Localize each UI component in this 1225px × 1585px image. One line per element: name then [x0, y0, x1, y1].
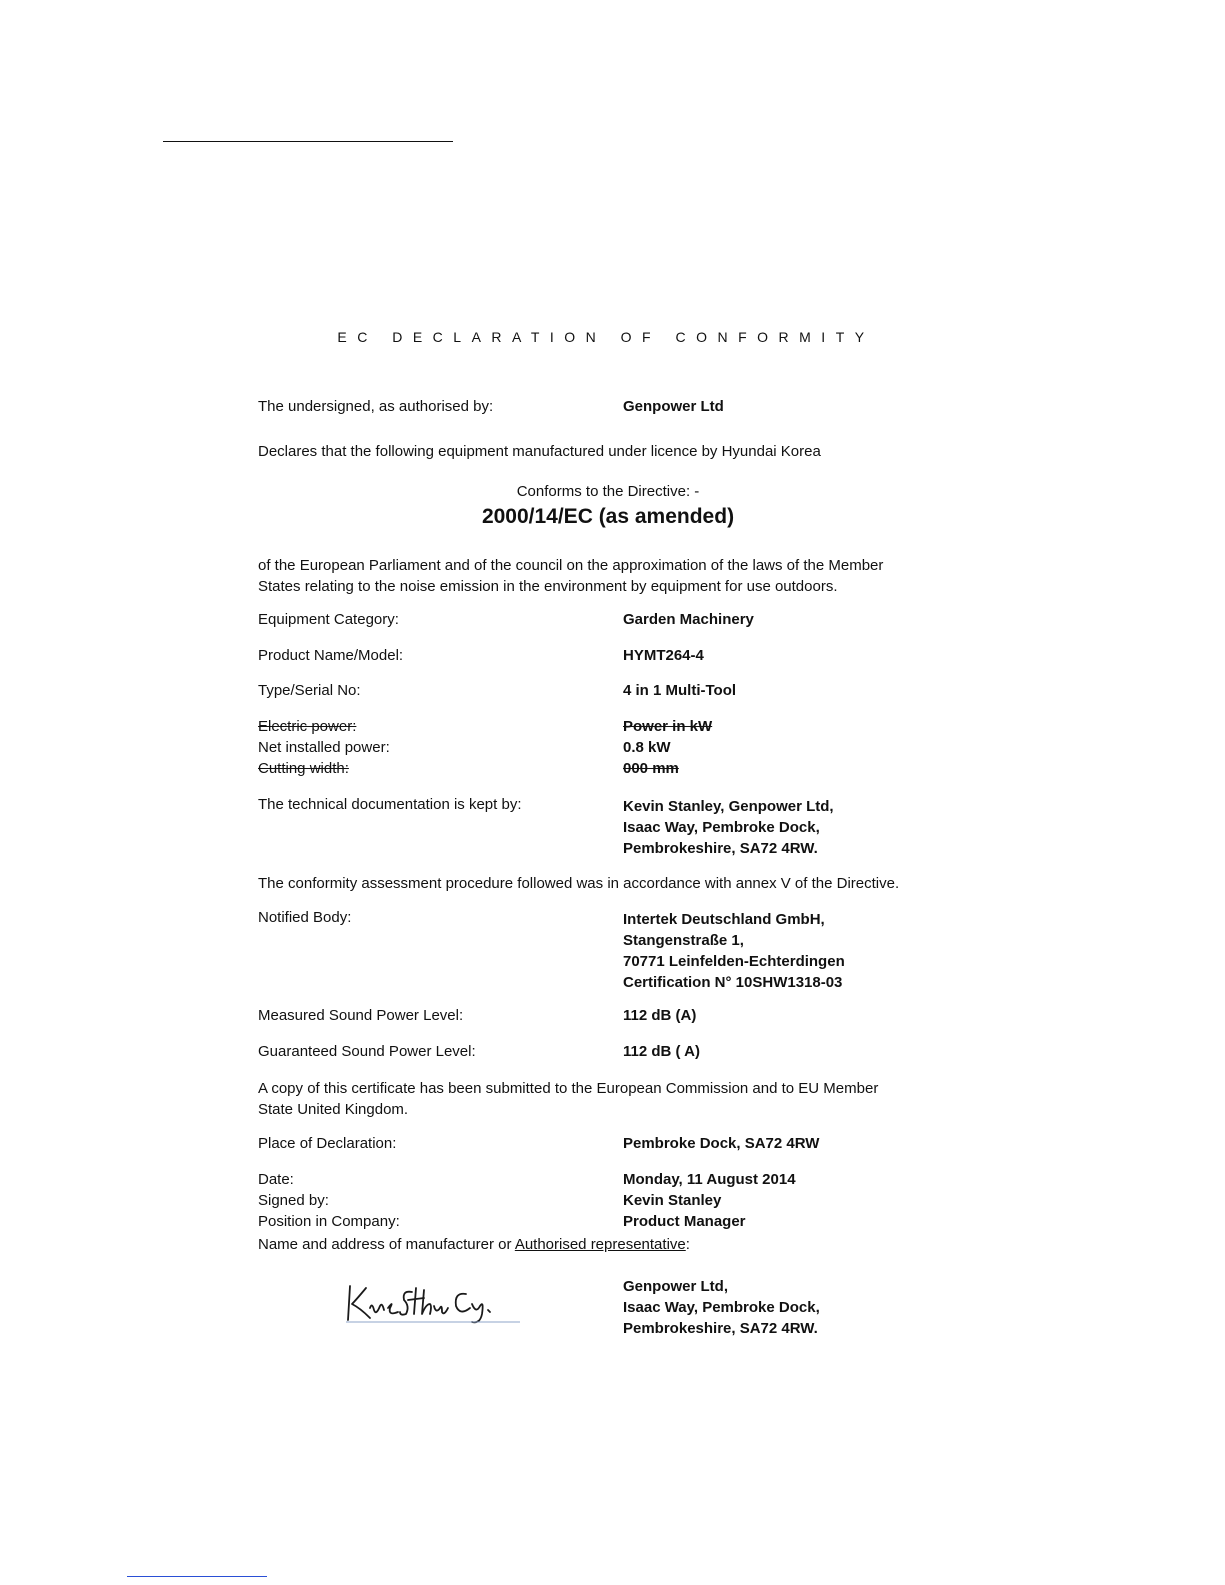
electric-power-label: Electric power:	[258, 718, 357, 735]
manufacturer-line: Pembrokeshire, SA72 4RW.	[623, 1320, 818, 1337]
parliament-line-2: States relating to the noise emission in the environment by equipment for use outdoors.	[258, 578, 838, 595]
manufacturer-label	[258, 1234, 958, 1255]
position-label: Position in Company:	[258, 1213, 400, 1230]
tech-doc-line: Pembrokeshire, SA72 4RW.	[623, 840, 818, 857]
tech-doc-label: The technical documentation is kept by:	[258, 796, 522, 813]
place-label: Place of Declaration:	[258, 1135, 397, 1152]
document-title: EC DECLARATION OF CONFORMITY	[337, 329, 875, 345]
cutting-width-label: Cutting width:	[258, 760, 349, 777]
copy-line-1: A copy of this certificate has been submitted to the European Commission and to EU Member	[258, 1080, 879, 1097]
type-serial-label: Type/Serial No:	[258, 682, 361, 699]
top-rule	[163, 141, 453, 142]
tech-doc-line: Isaac Way, Pembroke Dock,	[623, 819, 820, 836]
copy-text	[258, 1078, 958, 1120]
manufacturer-label-prefix: Name and address of manufacturer or	[258, 1236, 515, 1253]
guaranteed-value: 112 dB ( A)	[623, 1043, 700, 1060]
notified-body-label: Notified Body:	[258, 909, 352, 926]
undersigned-label: The undersigned, as authorised by:	[258, 398, 494, 415]
manufacturer-line: Genpower Ltd,	[623, 1278, 728, 1295]
date-value: Monday, 11 August 2014	[623, 1171, 796, 1188]
undersigned-value: Genpower Ltd	[623, 398, 724, 415]
measured-value: 112 dB (A)	[623, 1007, 697, 1024]
position-value: Product Manager	[623, 1213, 746, 1230]
bottom-link-rule	[127, 1576, 267, 1577]
product-name-value: HYMT264-4	[623, 647, 704, 664]
signed-by-value: Kevin Stanley	[623, 1192, 722, 1209]
copy-line-2: State United Kingdom.	[258, 1101, 409, 1118]
directive-number: 2000/14/EC (as amended)	[481, 505, 735, 528]
net-power-label: Net installed power:	[258, 739, 390, 756]
manufacturer-label-suffix: :	[685, 1236, 690, 1253]
tech-doc-address	[623, 796, 834, 859]
notified-body-address	[623, 909, 845, 993]
conforms-text: Conforms to the Directive: -	[516, 483, 700, 500]
notified-body-line: Stangenstraße 1,	[623, 932, 744, 949]
measured-label: Measured Sound Power Level:	[258, 1007, 464, 1024]
assessment-text: The conformity assessment procedure followed was in accordance with annex V of the Directive.	[258, 875, 900, 892]
authorised-representative-text: Authorised representative	[514, 1236, 686, 1253]
manufacturer-line: Isaac Way, Pembroke Dock,	[623, 1299, 820, 1316]
tech-doc-line: Kevin Stanley, Genpower Ltd,	[623, 798, 834, 815]
declares-text: Declares that the following equipment manufactured under licence by Hyundai Korea	[258, 443, 821, 460]
equipment-category-label: Equipment Category:	[258, 611, 399, 628]
notified-body-line: Certification N° 10SHW1318-03	[623, 974, 843, 991]
parliament-line-1: of the European Parliament and of the council on the approximation of the laws of the Member	[258, 557, 884, 574]
manufacturer-address	[623, 1276, 820, 1339]
product-name-label: Product Name/Model:	[258, 647, 404, 664]
notified-body-line: Intertek Deutschland GmbH,	[623, 911, 825, 928]
signed-by-label: Signed by:	[258, 1192, 329, 1209]
date-label: Date:	[258, 1171, 294, 1188]
guaranteed-label: Guaranteed Sound Power Level:	[258, 1043, 476, 1060]
electric-power-value: Power in kW	[623, 718, 713, 735]
place-value: Pembroke Dock, SA72 4RW	[623, 1135, 820, 1152]
signature-image	[344, 1278, 524, 1328]
parliament-text	[258, 555, 958, 597]
type-serial-value: 4 in 1 Multi-Tool	[623, 682, 737, 699]
equipment-category-value: Garden Machinery	[623, 611, 754, 628]
cutting-width-value: 000 mm	[623, 760, 679, 777]
net-power-value: 0.8 kW	[623, 739, 671, 756]
notified-body-line: 70771 Leinfelden-Echterdingen	[623, 953, 845, 970]
